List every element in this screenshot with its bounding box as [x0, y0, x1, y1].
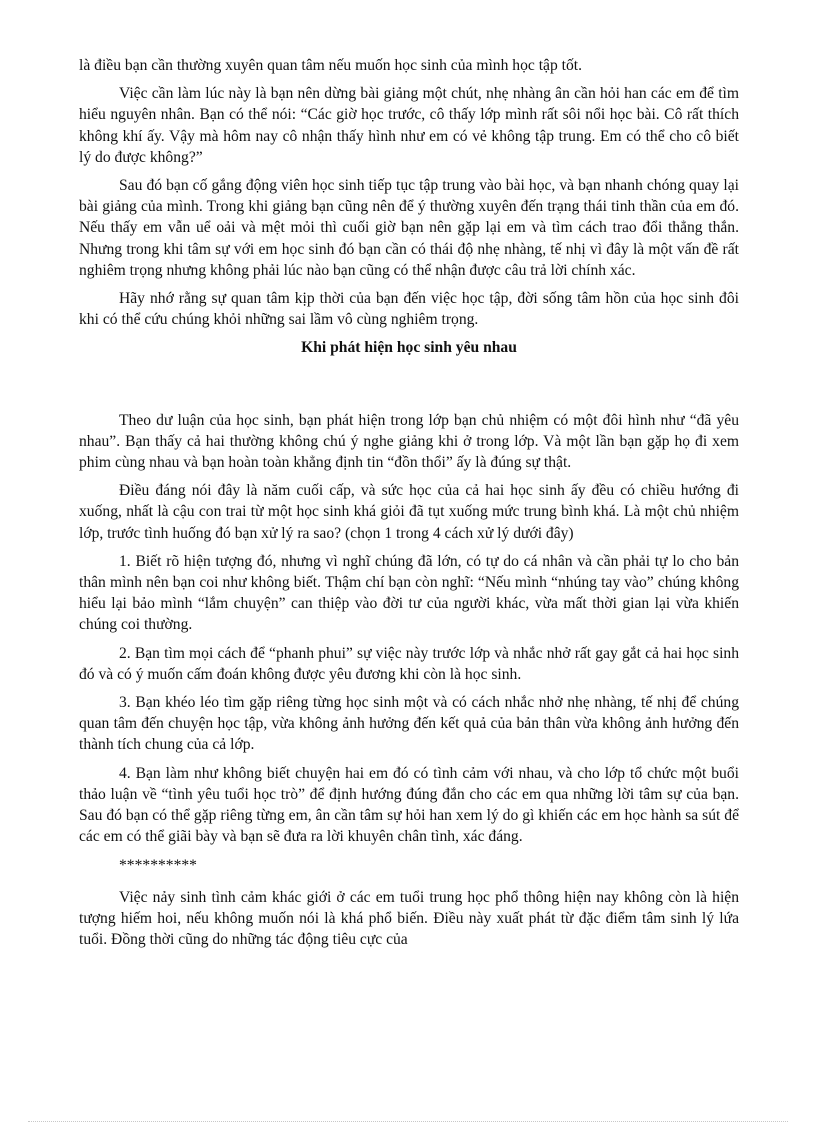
paragraph-encourage: Sau đó bạn cố gắng động viên học sinh tiếp tục tập trung vào bài học, và bạn nhanh chóng quay lại bài giảng của mình. Trong khi giảng bạn cũng nên để ý thường xuyên đến trạng thái tinh thần của em đó. Nếu thấy em vẫn uể oải và mệt mỏi thì cuối giờ bạn nên gặp lại em và tìm cách trao đổi thẳng thắn. Nhưng trong khi tâm sự với em học sinh đó bạn cần có thái độ nhẹ nhàng, tế nhị vì đây là một vấn đề rất nghiêm trọng nhưng không phải lúc nào bạn cũng có thể nhận được câu trả lời chính xác.: [79, 177, 739, 279]
paragraph-question: Điều đáng nói đây là năm cuối cấp, và sức học của cả hai học sinh ấy đều có chiều hướng đi xuống, nhất là cậu con trai từ một học sinh khá giỏi đã tụt xuống mức trung bình khá. Là một chủ nhiệm lớp, trước tình huống đó bạn xử lý ra sao? (chọn 1 trong 4 cách xử lý dưới đây): [79, 482, 739, 542]
paragraph-ask-reason: Việc cần làm lúc này là bạn nên dừng bài giảng một chút, nhẹ nhàng ân cần hỏi han các em để tìm hiểu nguyên nhân. Bạn có thể nói: “Các giờ học trước, cô thấy lớp mình rất sôi nổi học bài. Cô rất thích không khí ấy. Vậy mà hôm nay cô nhận thấy hình như em có vẻ không tập trung. Em có thể cho cô biết lý do được không?”: [79, 85, 739, 166]
paragraph-closing: Việc nảy sinh tình cảm khác giới ở các em tuổi trung học phổ thông hiện nay không còn là hiện tượng hiếm hoi, nếu không muốn nói là khá phổ biến. Điều này xuất phát từ đặc điểm tâm sinh lý lứa tuổi. Đồng thời cũng do những tác động tiêu cực của: [79, 888, 739, 949]
option-2: 2. Bạn tìm mọi cách để “phanh phui” sự việc này trước lớp và nhắc nhở rất gay gắt cả hai học sinh đó và có ý muốn cấm đoán không được yêu đương khi còn là học sinh.: [79, 644, 739, 683]
option-3: 3. Bạn khéo léo tìm gặp riêng từng học sinh một và có cách nhắc nhở nhẹ nhàng, tế nhị để chúng quan tâm đến chuyện học tập, vừa không ảnh hưởng đến kết quả của bản thân vừa không ảnh hưởng đến thành tích chung của cả lớp.: [79, 694, 739, 754]
paragraph-intro-continuation: là điều bạn cần thường xuyên quan tâm nếu muốn học sinh của mình học tập tốt.: [79, 57, 583, 74]
paragraph-timely-care: Hãy nhớ rằng sự quan tâm kịp thời của bạn đến việc học tập, đời sống tâm hồn của học sinh đôi khi có thể cứu chúng khỏi những sai lầm vô cùng nghiêm trọng.: [79, 290, 739, 329]
option-1: 1. Biết rõ hiện tượng đó, nhưng vì nghĩ chúng đã lớn, có tự do cá nhân và cần phải tự lo cho bản thân mình nên bạn coi như không biết. Thậm chí bạn còn nghĩ: “Nếu mình “nhúng tay vào” chúng không hiểu lại bảo mình “lắm chuyện” can thiệp vào đời tư của người khác, vừa mất thời gian lại vừa khiến chúng coi thường.: [79, 552, 739, 634]
option-4: 4. Bạn làm như không biết chuyện hai em đó có tình cảm với nhau, và cho lớp tổ chức một buổi thảo luận về “tình yêu tuổi học trò” để định hướng đúng đắn cho các em qua những lời tâm sự của bạn. Sau đó bạn có thể gặp riêng từng em, ân cần tâm sự hỏi han xem lý do gì khiến các em học hành sa sút để các em có thể giãi bày và bạn sẽ đưa ra lời khuyên chân tình, xác đáng.: [79, 764, 739, 846]
page-bottom-divider: [28, 1121, 788, 1122]
paragraph-situation: Theo dư luận của học sinh, bạn phát hiện trong lớp bạn chủ nhiệm có một đôi hình như “đã yêu nhau”. Bạn thấy cả hai thường không chú ý nghe giảng khi ở trong lớp. Và một lần bạn gặp họ đi xem phim cùng nhau và bạn hoàn toàn khẳng định tin “đồn thổi” ấy là đúng sự thật.: [79, 411, 739, 472]
section-heading: Khi phát hiện học sinh yêu nhau: [301, 339, 517, 357]
separator-stars: **********: [119, 856, 197, 874]
document-page: [79, 55, 739, 957]
